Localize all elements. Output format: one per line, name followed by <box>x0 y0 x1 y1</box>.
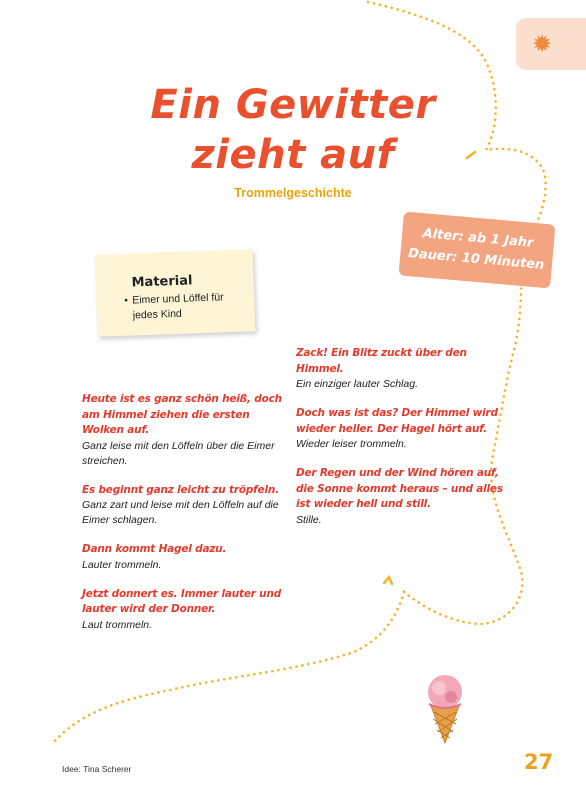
story-instruction: Laut trommeln. <box>82 618 153 631</box>
story-column-right <box>296 346 516 542</box>
material-title: Material <box>131 273 193 291</box>
story-block <box>296 466 516 528</box>
corner-tab <box>516 18 586 70</box>
page-subtitle: Trommelgeschichte <box>234 186 352 200</box>
story-block <box>82 587 292 633</box>
story-instruction: Ganz zart und leise mit den Löffeln auf die Eimer schlagen. <box>82 499 279 526</box>
story-instruction: Ein einziger lauter Schlag. <box>296 378 418 390</box>
material-note <box>95 249 256 336</box>
story-heading: Heute ist es ganz schön heiß, doch am Himmel ziehen die ersten Wolken auf. <box>82 393 282 436</box>
material-item-text: Eimer und Löffel für jedes Kind <box>132 291 224 322</box>
story-instruction: Ganz leise mit den Löffeln über die Eimer streichen. <box>82 439 275 467</box>
story-heading: Doch was ist das? Der Himmel wird wieder heller. Der Hagel hört auf. <box>296 407 498 435</box>
page-number: 27 <box>524 750 554 774</box>
story-block <box>82 483 292 529</box>
footer-credit: Idee: Tina Scherer <box>62 764 132 774</box>
sun-icon: ✹ <box>531 30 553 58</box>
story-instruction: Wieder leiser trommeln. <box>296 438 407 450</box>
ice-cream-icon <box>422 672 468 744</box>
duration-label: Dauer: 10 Minuten <box>407 246 545 273</box>
story-heading: Jetzt donnert es. Immer lauter und lauter wird der Donner. <box>82 587 282 615</box>
story-block <box>82 392 292 469</box>
story-heading: Zack! Ein Blitz zuckt über den Himmel. <box>296 347 467 375</box>
page-title <box>120 80 466 180</box>
story-block <box>82 542 292 573</box>
story-instruction: Lauter trommeln. <box>82 558 162 571</box>
age-label: Alter: ab 1 Jahr <box>421 226 535 251</box>
story-column-left <box>82 392 292 647</box>
story-heading: Dann kommt Hagel dazu. <box>82 543 227 555</box>
title-line-1: Ein Gewitter <box>150 82 436 128</box>
story-heading: Der Regen und der Wind hören auf, die Sonne kommt heraus – und alles ist wieder hell und still. <box>296 467 503 510</box>
title-line-2: zieht auf <box>191 132 395 178</box>
story-block <box>296 406 516 452</box>
bullet: • <box>124 294 129 307</box>
material-item <box>124 289 249 323</box>
story-instruction: Stille. <box>296 513 322 526</box>
story-heading: Es beginnt ganz leicht zu tröpfeln. <box>82 483 279 496</box>
age-duration-tag <box>399 211 556 288</box>
story-block <box>296 346 516 392</box>
